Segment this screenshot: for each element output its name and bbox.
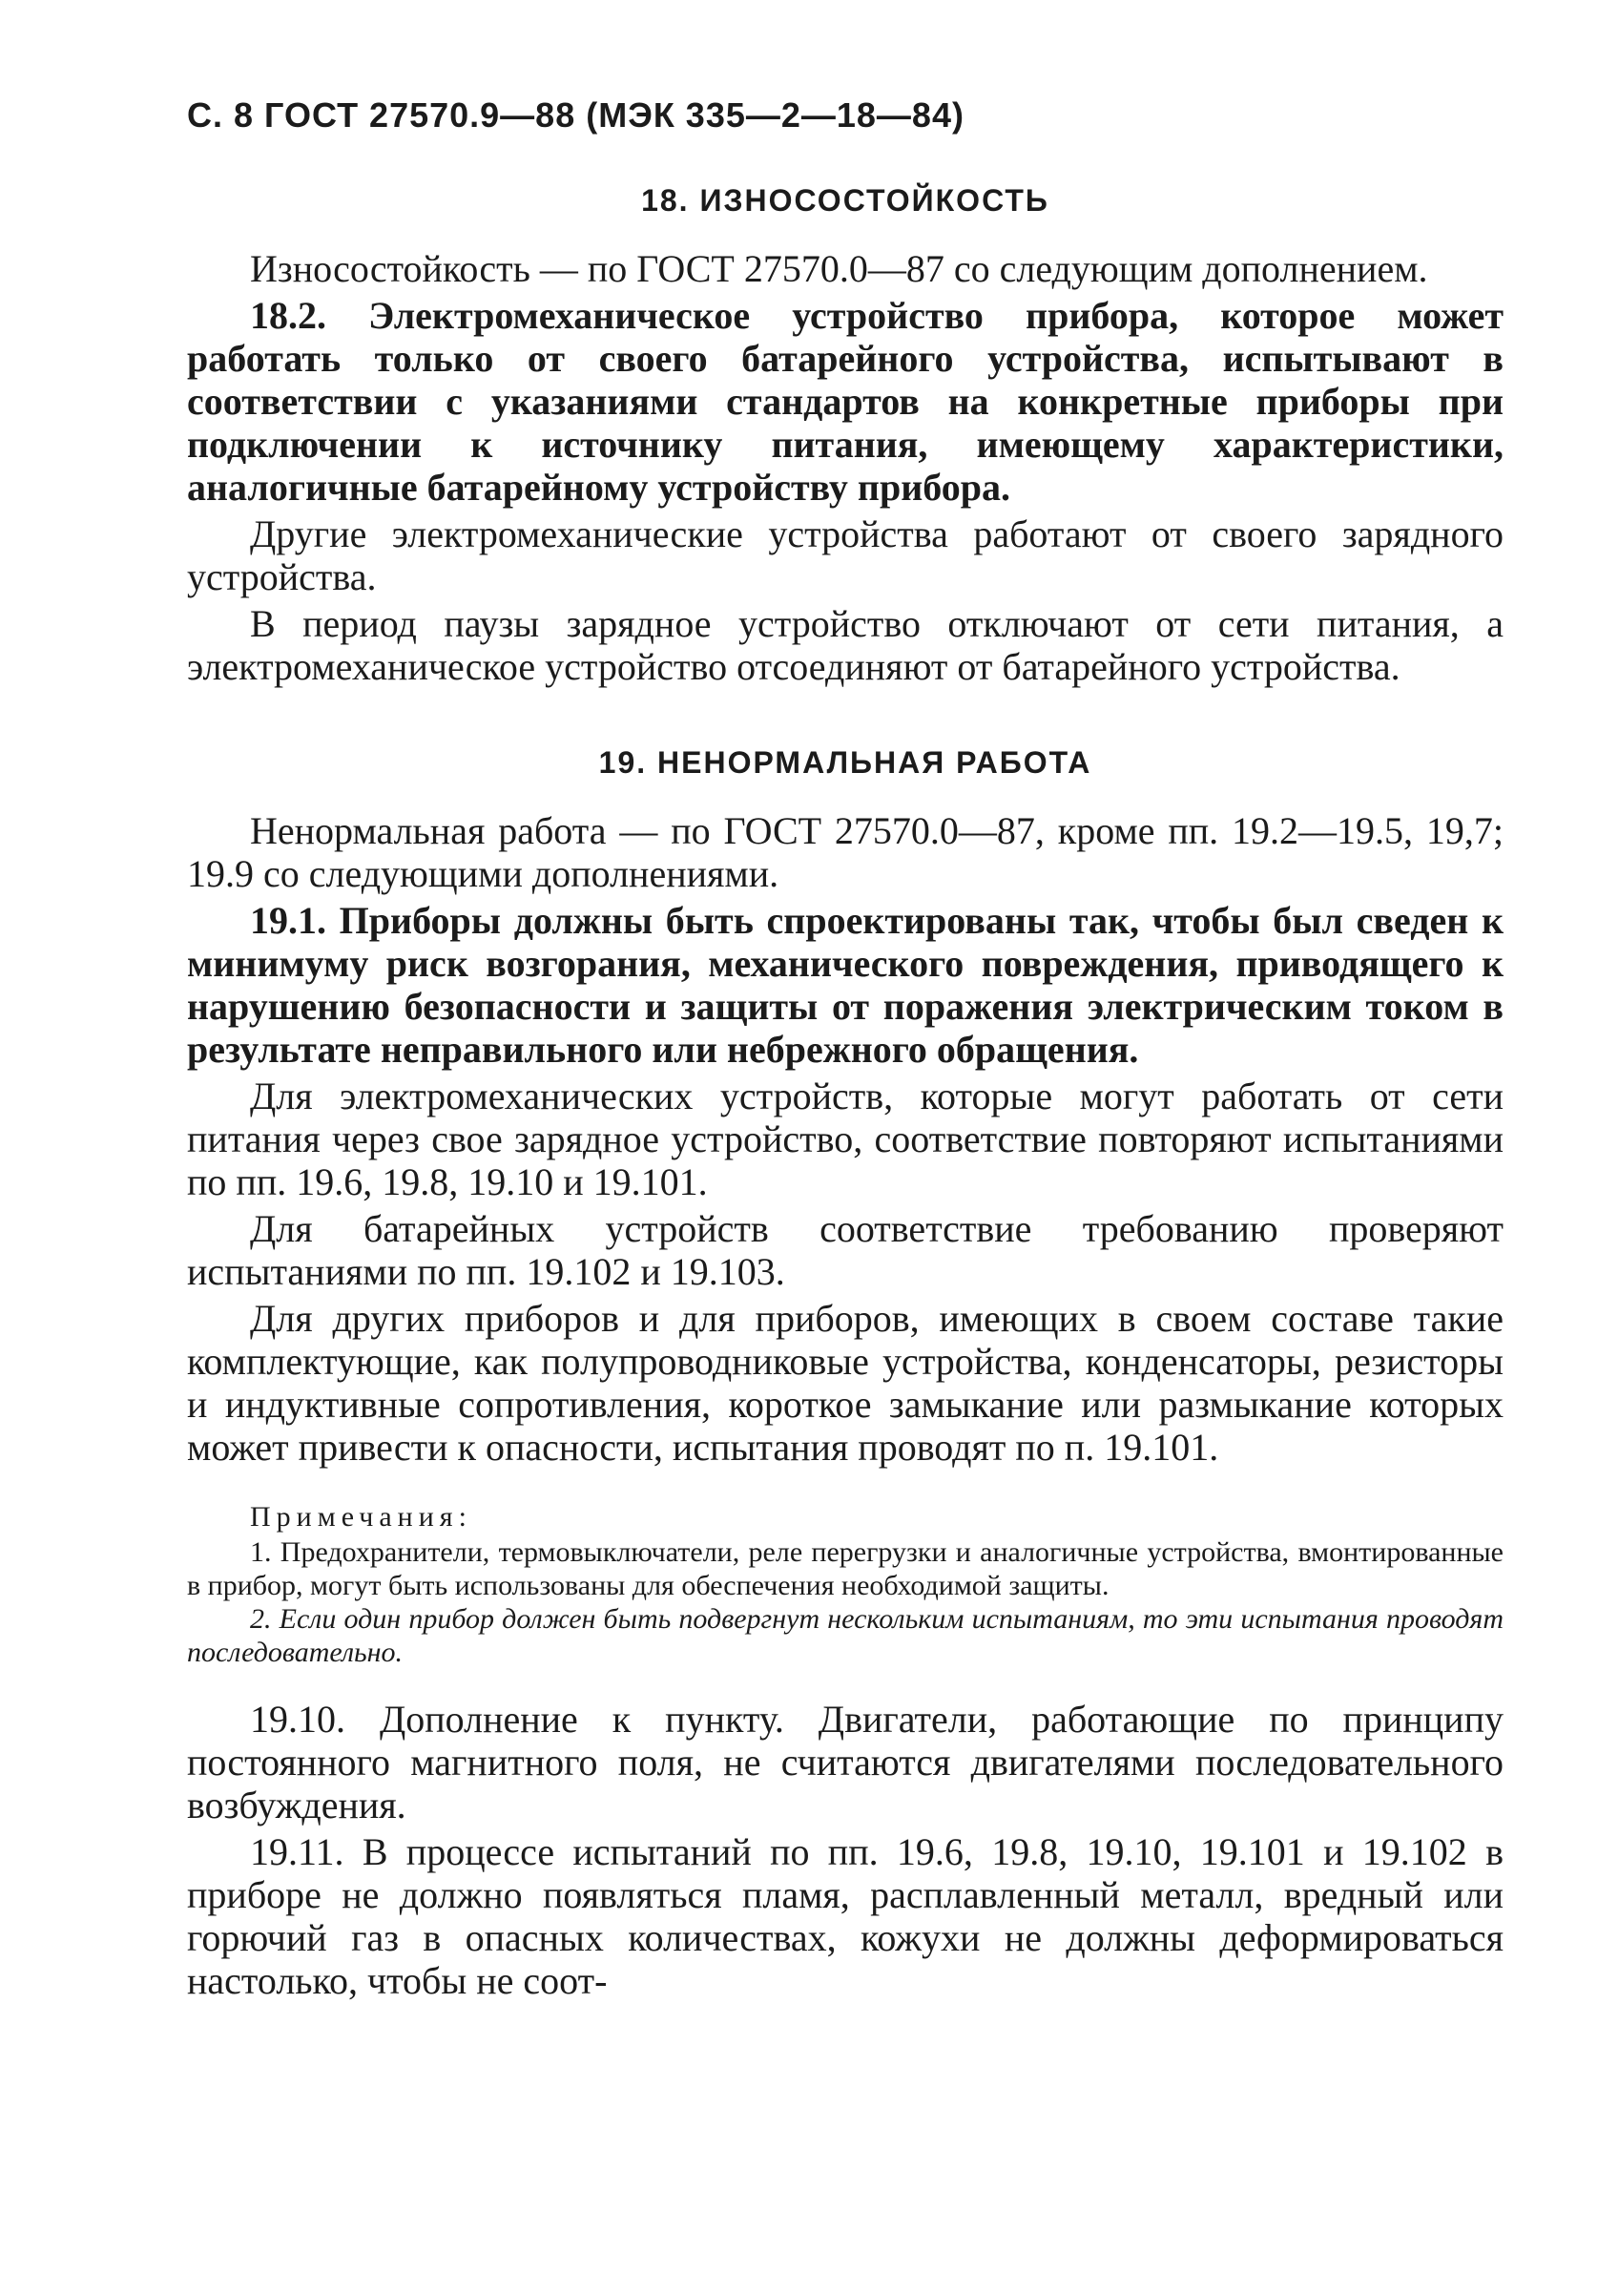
- section-19-paragraph: Ненормальная работа — по ГОСТ 27570.0—87, кроме пп. 19.2—19.5, 19,7; 19.9 со следующими дополнениями.: [187, 809, 1504, 895]
- section-19-paragraph: 19.1. Приборы должны быть спроектированы так, чтобы был сведен к минимуму риск возгорания, механического повреждения, приводящего к нарушению безопасности и защиты от поражения электрическим током в результате неправильного или небрежного обращения.: [187, 899, 1504, 1071]
- section-19-heading: 19. НЕНОРМАЛЬНАЯ РАБОТА: [598, 745, 1092, 780]
- section-18-paragraph: В период паузы зарядное устройство отключают от сети питания, а электромеханическое устройство отсоединяют от батарейного устройства.: [187, 602, 1504, 688]
- note-item: 1. Предохранители, термовыключатели, реле перегрузки и аналогичные устройства, вмонтированные в прибор, могут быть использованы для обеспечения необходимой защиты.: [187, 1536, 1504, 1601]
- section-18-paragraph: Износостойкость — по ГОСТ 27570.0—87 со следующим дополнением.: [250, 247, 1428, 290]
- section-18-heading: 18. ИЗНОСОСТОЙКОСТЬ: [641, 183, 1049, 218]
- section-19-paragraph: 19.10. Дополнение к пункту. Двигатели, работающие по принципу постоянного магнитного поля, не считаются двигателями последовательного возбуждения.: [187, 1698, 1504, 1826]
- document-page: [187, 95, 1504, 2006]
- section-19-paragraph: Для батарейных устройств соответствие требованию проверяют испытаниями по пп. 19.102 и 19.103.: [187, 1207, 1504, 1293]
- notes-block: [187, 1501, 1504, 1669]
- section-18-paragraph: Другие электромеханические устройства работают от своего зарядного устройства.: [187, 512, 1504, 598]
- section-18-paragraph: 18.2. Электромеханическое устройство прибора, которое может работать только от своего батарейного устройства, испытывают в соответствии с указаниями стандартов на конкретные приборы при подключении к источнику питания, имеющему характеристики, аналогичные батарейному устройству прибора.: [187, 294, 1504, 509]
- section-19-paragraph: Для других приборов и для приборов, имеющих в своем составе такие комплектующие, как полупроводниковые устройства, конденсаторы, резисторы и индуктивные сопротивления, короткое замыкание или размыкание которых может привести к опасности, испытания проводят по п. 19.101.: [187, 1297, 1504, 1469]
- section-19-paragraph: Для электромеханических устройств, которые могут работать от сети питания через свое зарядное устройство, соответствие повторяют испытаниями по пп. 19.6, 19.8, 19.10 и 19.101.: [187, 1075, 1504, 1203]
- notes-title: Примечания:: [250, 1501, 472, 1533]
- section-19-paragraph: 19.11. В процессе испытаний по пп. 19.6, 19.8, 19.10, 19.101 и 19.102 в приборе не должно появляться пламя, расплавленный металл, вредный или горючий газ в опасных количествах, кожухи не должны деформироваться настолько, чтобы не соот-: [187, 1830, 1504, 2002]
- running-head: С. 8 ГОСТ 27570.9—88 (МЭК 335—2—18—84): [187, 95, 965, 135]
- note-item: 2. Если один прибор должен быть подвергнут нескольким испытаниям, то эти испытания проводят последовательно.: [187, 1603, 1504, 1668]
